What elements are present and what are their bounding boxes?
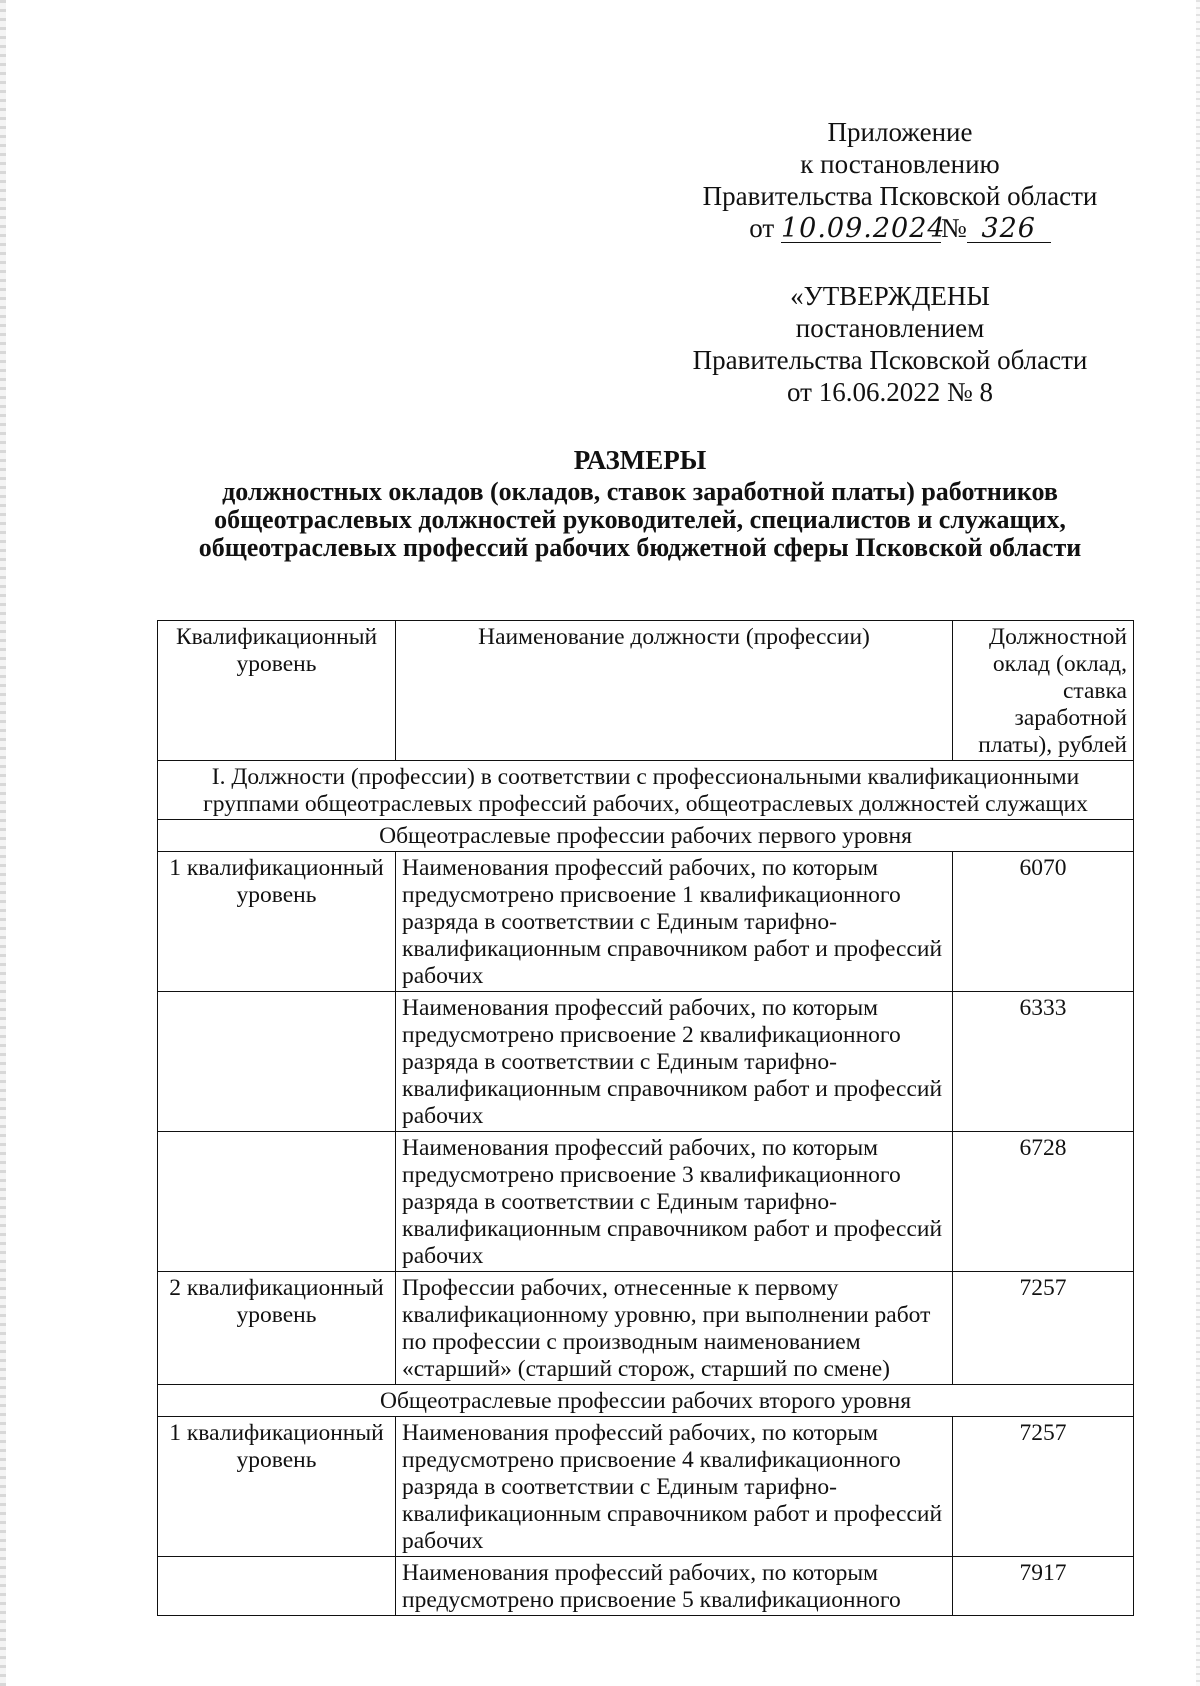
scan-edge-left — [0, 0, 6, 1686]
cell-name: Профессии рабочих, отнесенные к первому квалификационному уровню, при выполнении работ по профессии с производным наименованием «старший» (старший сторож, старший по смене) — [396, 1272, 953, 1385]
scan-edge-right — [1196, 0, 1200, 1686]
cell-salary: 7917 — [953, 1557, 1134, 1616]
cell-name: Наименования профессий рабочих, по которым предусмотрено присвоение 5 квалификационного — [396, 1557, 953, 1616]
table-row — [158, 1132, 1134, 1272]
table-row — [158, 852, 1134, 992]
cell-salary: 6333 — [953, 992, 1134, 1132]
table-row — [158, 1557, 1134, 1616]
header-salary: Должностной оклад (оклад, ставка заработной платы), рублей — [953, 621, 1134, 761]
handwritten-date: 10.09.2024 — [780, 213, 946, 244]
approved-block — [670, 280, 1110, 408]
annex-line-1: Приложение — [827, 117, 973, 147]
cell-name: Наименования профессий рабочих, по которым предусмотрено присвоение 2 квалификационного разряда в соответствии с Единым тарифно-квалификационным справочником работ и профессий рабочих — [396, 992, 953, 1132]
cell-level — [158, 992, 396, 1132]
cell-level — [158, 1557, 396, 1616]
cell-salary: 7257 — [953, 1417, 1134, 1557]
cell-salary: 6070 — [953, 852, 1134, 992]
annex-header — [680, 116, 1120, 244]
annex-line-3: Правительства Псковской области — [702, 181, 1098, 211]
header-name: Наименование должности (профессии) — [396, 621, 953, 761]
cell-level: 2 квалификационный уровень — [158, 1272, 396, 1385]
salary-table — [157, 620, 1134, 1616]
approved-line-3: Правительства Псковской области — [692, 345, 1088, 375]
annex-date-number-line — [680, 212, 1120, 244]
cell-name: Наименования профессий рабочих, по которым предусмотрено присвоение 1 квалификационного разряда в соответствии с Единым тарифно-квалификационным справочником работ и профессий рабочих — [396, 852, 953, 992]
cell-name: Наименования профессий рабочих, по которым предусмотрено присвоение 3 квалификационного разряда в соответствии с Единым тарифно-квалификационным справочником работ и профессий рабочих — [396, 1132, 953, 1272]
group-row — [158, 820, 1134, 852]
cell-level: 1 квалификационный уровень — [158, 1417, 396, 1557]
document-title — [160, 446, 1120, 562]
group-title: Общеотраслевые профессии рабочих первого уровня — [158, 820, 1134, 852]
table-row — [158, 1417, 1134, 1557]
cell-level — [158, 1132, 396, 1272]
section-title: I. Должности (профессии) в соответствии с профессиональными квалификационными группами общеотраслевых профессий рабочих, общеотраслевых должностей служащих — [158, 761, 1134, 820]
number-sign: № — [940, 213, 967, 243]
group-title: Общеотраслевые профессии рабочих второго уровня — [158, 1385, 1134, 1417]
cell-salary: 6728 — [953, 1132, 1134, 1272]
table-header-row — [158, 621, 1134, 761]
approved-line-4: от 16.06.2022 № 8 — [787, 377, 993, 407]
table-row — [158, 992, 1134, 1132]
title-subtitle: должностных окладов (окладов, ставок заработной платы) работников общеотраслевых должностей руководителей, специалистов и служащих, общеотраслевых профессий рабочих бюджетной сферы Псковской области — [198, 477, 1082, 562]
approved-line-1: «УТВЕРЖДЕНЫ — [790, 281, 990, 311]
section-row — [158, 761, 1134, 820]
group-row — [158, 1385, 1134, 1417]
cell-level: 1 квалификационный уровень — [158, 852, 396, 992]
table-row — [158, 1272, 1134, 1385]
approved-line-2: постановлением — [795, 313, 985, 343]
header-level: Квалификационный уровень — [158, 621, 396, 761]
handwritten-number: 326 — [967, 215, 1051, 243]
cell-salary: 7257 — [953, 1272, 1134, 1385]
title-main: РАЗМЕРЫ — [573, 445, 707, 475]
cell-name: Наименования профессий рабочих, по которым предусмотрено присвоение 4 квалификационного разряда в соответствии с Единым тарифно-квалификационным справочником работ и профессий рабочих — [396, 1417, 953, 1557]
annex-from-prefix: от — [749, 213, 775, 243]
annex-line-2: к постановлению — [800, 149, 1000, 179]
